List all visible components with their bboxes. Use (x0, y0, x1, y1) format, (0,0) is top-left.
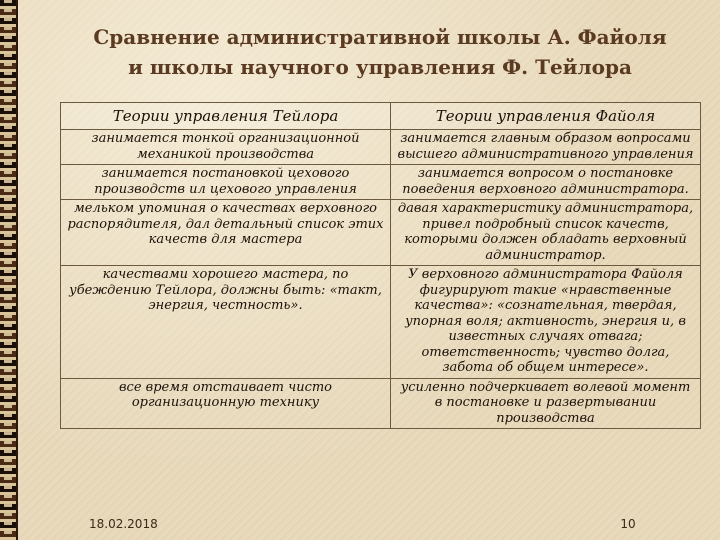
header-fayol: Теории управления Файоля (391, 103, 701, 130)
cell-fayol: занимается главным образом вопросами высшего административного управления (391, 130, 701, 165)
cell-taylor: качествами хорошего мастера, по убеждению Тейлора, должны быть: «такт, энергия, честность». (61, 266, 391, 379)
comparison-table (60, 102, 701, 429)
header-taylor: Теории управления Тейлора (61, 103, 391, 130)
table-row (61, 378, 701, 429)
cell-fayol: усиленно подчеркивает волевой момент в постановке и развертывании производства (391, 378, 701, 429)
table-row (61, 266, 701, 379)
cell-taylor: мельком упоминая о качествах верховного распорядителя, дал детальный список этих качеств для мастера (61, 200, 391, 266)
page-number: 10 (620, 517, 636, 531)
table-row (61, 165, 701, 200)
cell-taylor: занимается постановкой цехового производств ил цехового управления (61, 165, 391, 200)
slide-title (60, 22, 700, 82)
cell-taylor: занимается тонкой организационной механикой производства (61, 130, 391, 165)
cell-taylor: все время отстаивает чисто организационную технику (61, 378, 391, 429)
cell-fayol: давая характеристику администратора, привел подробный список качеств, которыми должен обладать верховный администратор. (391, 200, 701, 266)
title-line-2: и школы научного управления Ф. Тейлора (128, 55, 632, 79)
cell-fayol: занимается вопросом о постановке поведения верховного администратора. (391, 165, 701, 200)
table-row (61, 130, 701, 165)
decorative-border (0, 0, 18, 540)
footer-date: 18.02.2018 (89, 517, 158, 531)
table-header-row (61, 103, 701, 130)
table-row (61, 200, 701, 266)
cell-fayol: У верховного администратора Файоля фигурируют такие «нравственные качества»: «сознательная, твердая, упорная воля; активность, энергия и, в известных случаях отвага; ответственность; чувство долга, забота об общем интересе». (391, 266, 701, 379)
title-line-1: Сравнение административной школы А. Файоля (93, 25, 667, 49)
